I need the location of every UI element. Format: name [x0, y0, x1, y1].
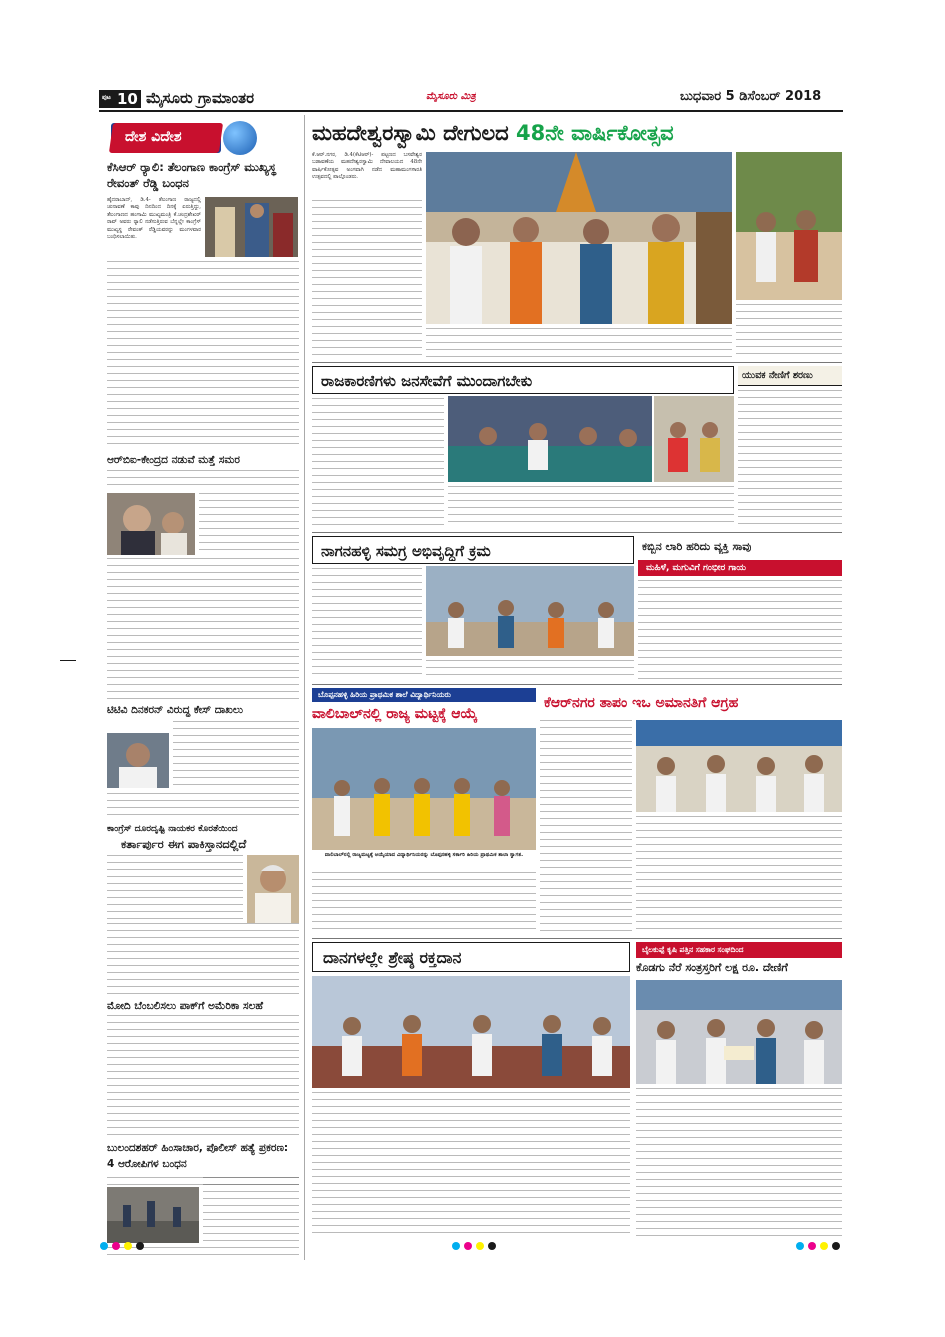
story3-body: [173, 721, 299, 791]
story6-body: [203, 1177, 299, 1243]
lead-dateline: ಕೆ.ಆರ್.ನಗರ, ಡಿ.4(ಕೆಟಿಆರ್)- ಪಟ್ಟಣದ ಬಸವೇಶ್ವರ ಬಡಾವಣೆಯ ಮಹದೇಶ್ವರಸ್ವಾಮಿ ದೇವಾಲಯದ 48ನೇ ವಾರ್ಷಿಕೋತ್ಸವ ಅಂಗವಾಗಿ ನಡೆದ ಮಹಾಮಂಗಳಾರತಿ ಉತ್ಸವದಲ್ಲಿ ಪಾಲ್ಗೊಂಡರು.: [312, 152, 422, 181]
lead-body-col2: [426, 328, 732, 358]
blood-body: [312, 1092, 630, 1236]
lead-headline-highlight: 48ನೇ ವಾರ್ಷಿಕೋತ್ಸವ: [516, 121, 674, 145]
section-title: ಮೈಸೂರು ಗ್ರಾಮಾಂತರ: [146, 89, 255, 107]
black-dot: [832, 1242, 840, 1250]
blood-headline: ದಾನಗಳಲ್ಲೇ ಶ್ರೇಷ್ಠ ರಕ್ತದಾನ: [323, 948, 462, 967]
kodagu-photo: [636, 980, 842, 1084]
page-number-badge: [99, 90, 141, 108]
volleyball-kicker: ಬೊಪ್ಪನಹಳ್ಳಿ ಹಿರಿಯ ಪ್ರಾಥಮಿಕ ಶಾಲೆ ವಿದ್ಯಾರ್ಥಿನಿಯರು: [318, 690, 451, 699]
naganahalli-header-box: [312, 536, 634, 564]
volleyball-kicker-box: [312, 688, 536, 702]
volleyball-photo: [312, 728, 536, 850]
story3-headline: ಟಿಟಿವಿ ದಿನಕರನ್ ವಿರುದ್ಧ ಕೇಸ್ ದಾಖಲು: [107, 704, 243, 716]
lorry-body: [638, 580, 842, 680]
column-divider: [304, 115, 305, 1260]
politics-photo-2: [654, 396, 734, 482]
registration-marks-center: [452, 1242, 502, 1252]
story2-body: [199, 493, 299, 555]
story1-photo: [205, 197, 298, 257]
masthead-rule: [99, 110, 843, 112]
volleyball-caption: ವಾಲಿಬಾಲ್‌ನಲ್ಲಿ ರಾಜ್ಯಮಟ್ಟಕ್ಕೆ ಆಯ್ಕೆಯಾದ ವಿದ್ಯಾರ್ಥಿನಿಯರನ್ನು ಬೊಪ್ಪನಹಳ್ಳಿ ಸರ್ಕಾರಿ ಹಿರಿಯ ಪ್ರಾಥಮಿಕ ಶಾಲಾ ಸ್ವಾಗತ.: [324, 852, 524, 858]
youth-header-box: [738, 366, 842, 386]
cyan-dot: [796, 1242, 804, 1250]
story2-photo: [107, 493, 195, 555]
story3-photo: [107, 733, 169, 788]
kodagu-headline: ಕೊಡಗು ನೆರೆ ಸಂತ್ರಸ್ತರಿಗೆ ಲಕ್ಷ ರೂ. ದೇಣಿಗೆ: [636, 961, 788, 974]
registration-marks-right: [796, 1242, 846, 1252]
blood-photo: [312, 976, 630, 1088]
volleyball-body: [312, 872, 536, 934]
banner-text: ದೇಶ ವಿದೇಶ: [125, 129, 182, 145]
blood-header-box: [312, 942, 630, 972]
black-dot: [488, 1242, 496, 1250]
globe-icon: [223, 121, 257, 155]
cyan-dot: [100, 1242, 108, 1250]
row3-rule: [312, 684, 842, 685]
left-column: [99, 115, 302, 1260]
story4-photo: [247, 855, 299, 923]
story5-body: [107, 1015, 299, 1137]
naganahalli-headline: ನಾಗನಹಳ್ಳಿ ಸಮಗ್ರ ಅಭಿವೃದ್ಧಿಗೆ ಕ್ರಮ: [321, 542, 491, 560]
yellow-dot: [124, 1242, 132, 1250]
magenta-dot: [464, 1242, 472, 1250]
story1-body: [107, 261, 299, 449]
black-dot: [136, 1242, 144, 1250]
lorry-headline: ಕಬ್ಬಿನ ಲಾರಿ ಹರಿದು ವ್ಯಕ್ತಿ ಸಾವು: [642, 540, 752, 553]
row2-rule: [312, 532, 842, 533]
story4-headline: ಕರ್ತಾರ್ಪುರ ಈಗ ಪಾಕಿಸ್ತಾನದಲ್ಲಿದೆ: [121, 837, 247, 851]
paper-logo: ಮೈಸೂರು ಮಿತ್ರ: [426, 91, 476, 102]
registration-marks-left: [100, 1242, 150, 1252]
ksrtc-headline: ಕೆಆರ್‌ನಗರ ತಾಪಂ ಇಒ ಅಮಾನತಿಗೆ ಆಗ್ರಹ: [544, 695, 739, 711]
kodagu-body: [636, 1088, 842, 1236]
kodagu-kicker: ಬೈಲಕುಪ್ಪೆ ಕೃಷಿ ಪತ್ತಿನ ಸಹಕಾರ ಸಂಘದಿಂದ: [642, 945, 744, 954]
lead-headline-prefix: ಮಹದೇಶ್ವರಸ್ವಾಮಿ ದೇಗುಲದ: [312, 121, 509, 145]
naganahalli-photo: [426, 566, 634, 656]
ksrtc-body-col2: [636, 816, 842, 934]
lead-bottom-rule: [312, 362, 842, 363]
magenta-dot: [808, 1242, 816, 1250]
lorry-subhead-box: [638, 560, 842, 576]
desha-videsha-banner: [111, 123, 221, 153]
lorry-header-box: [638, 536, 842, 558]
politics-header-box: [312, 366, 734, 394]
naganahalli-body-col1: [312, 568, 422, 680]
lead-photo-2: [736, 152, 842, 300]
fold-mark: [60, 660, 76, 661]
lead-headline: [312, 116, 842, 150]
lead-body-col3: [736, 304, 842, 358]
story6-headline: ಬುಲಂದಶಹರ್ ಹಿಂಸಾಚಾರ, ಪೊಲೀಸ್ ಹತ್ಯೆ ಪ್ರಕರಣ: 4 ಆರೋಪಿಗಳ ಬಂಧನ: [107, 1142, 289, 1170]
politics-body-col2: [448, 486, 734, 528]
row4-rule: [312, 938, 842, 939]
story1-lead: ಹೈದರಾಬಾದ್, ಡಿ.4- ತೆಲಂಗಾಣ ರಾಜ್ಯದಲ್ಲಿ ಚುನಾವಣೆ ಕಾವು ದಿನದಿಂದ ದಿನಕ್ಕೆ ಏರುತ್ತಿದ್ದು, ತೆಲಂಗಾಣದ ಹಂಗಾಮಿ ಮುಖ್ಯಮಂತ್ರಿ ಕೆ.ಚಂದ್ರಶೇಖರ್ ರಾವ್ ಅವರು ರ‍್ಯಾಲಿ ನಡೆಸುತ್ತಿರುವ ಬೆನ್ನಲ್ಲೇ ಕಾಂಗ್ರೆಸ್ ಮುಖ್ಯಸ್ಥ ರೇವಂತ್ ರೆಡ್ಡಿಯವರನ್ನು ಮಂಗಳವಾರ ಬಂಧಿಸಲಾಯಿತು.: [107, 197, 201, 241]
yellow-dot: [476, 1242, 484, 1250]
lorry-subhead: ಮಹಿಳೆ, ಮಗುವಿಗೆ ಗಂಭೀರ ಗಾಯ: [646, 563, 747, 573]
issue-date: ಬುಧವಾರ 5 ಡಿಸೆಂಬರ್ 2018: [680, 89, 822, 104]
politics-headline: ರಾಜಕಾರಣಿಗಳು ಜನಸೇವೆಗೆ ಮುಂದಾಗಬೇಕು: [321, 372, 533, 390]
ksrtc-photo: [636, 720, 842, 812]
ksrtc-body-col1: [540, 720, 632, 934]
story2-headline: ಆರ್‌ಬಿಐ-ಕೇಂದ್ರದ ನಡುವೆ ಮತ್ತೆ ಸಮರ: [107, 454, 240, 466]
volleyball-headline: ವಾಲಿಬಾಲ್‌ನಲ್ಲಿ ರಾಜ್ಯ ಮಟ್ಟಕ್ಕೆ ಆಯ್ಕೆ: [312, 706, 478, 722]
lead-photo: [426, 152, 732, 324]
youth-body: [738, 390, 842, 528]
lead-body-col1: [312, 200, 422, 358]
page-label: ಪುಟ: [102, 94, 111, 101]
yellow-dot: [820, 1242, 828, 1250]
naganahalli-body-col2: [426, 660, 634, 680]
story1-headline: ಕೆಸಿಆರ್ ರ‍್ಯಾಲಿ: ತೆಲಂಗಾಣ ಕಾಂಗ್ರೆಸ್ ಮುಖ್ಯಸ್ಥ ರೇವಂತ್ ರೆಡ್ಡಿ ಬಂಧನ: [107, 160, 277, 190]
ksrtc-header-box: [540, 690, 842, 716]
story5-headline: ಮೋದಿ ಬೆಂಬಲಿಸಲು ಪಾಕ್‌ಗೆ ಅಮೆರಿಕಾ ಸಲಹೆ: [107, 1000, 264, 1012]
magenta-dot: [112, 1242, 120, 1250]
kodagu-kicker-box: [636, 942, 842, 958]
cyan-dot: [452, 1242, 460, 1250]
story2-body-bottom: [107, 558, 299, 701]
politics-photo: [448, 396, 652, 482]
story4-body: [107, 855, 243, 919]
story4-body-bottom: [107, 923, 299, 997]
story3-body-bottom: [107, 793, 299, 819]
politics-body-col1: [312, 398, 444, 528]
story6-photo: [107, 1187, 199, 1243]
youth-headline: ಯುವಕ ನೇಣಿಗೆ ಶರಣು: [742, 370, 813, 381]
story4-kicker: ಕಾಂಗ್ರೆಸ್ ದೂರದೃಷ್ಟಿ ನಾಯಕರ ಕೊರತೆಯಿಂದ: [107, 824, 238, 834]
page-number: 10: [117, 90, 138, 108]
story2-body-top: [107, 470, 299, 490]
